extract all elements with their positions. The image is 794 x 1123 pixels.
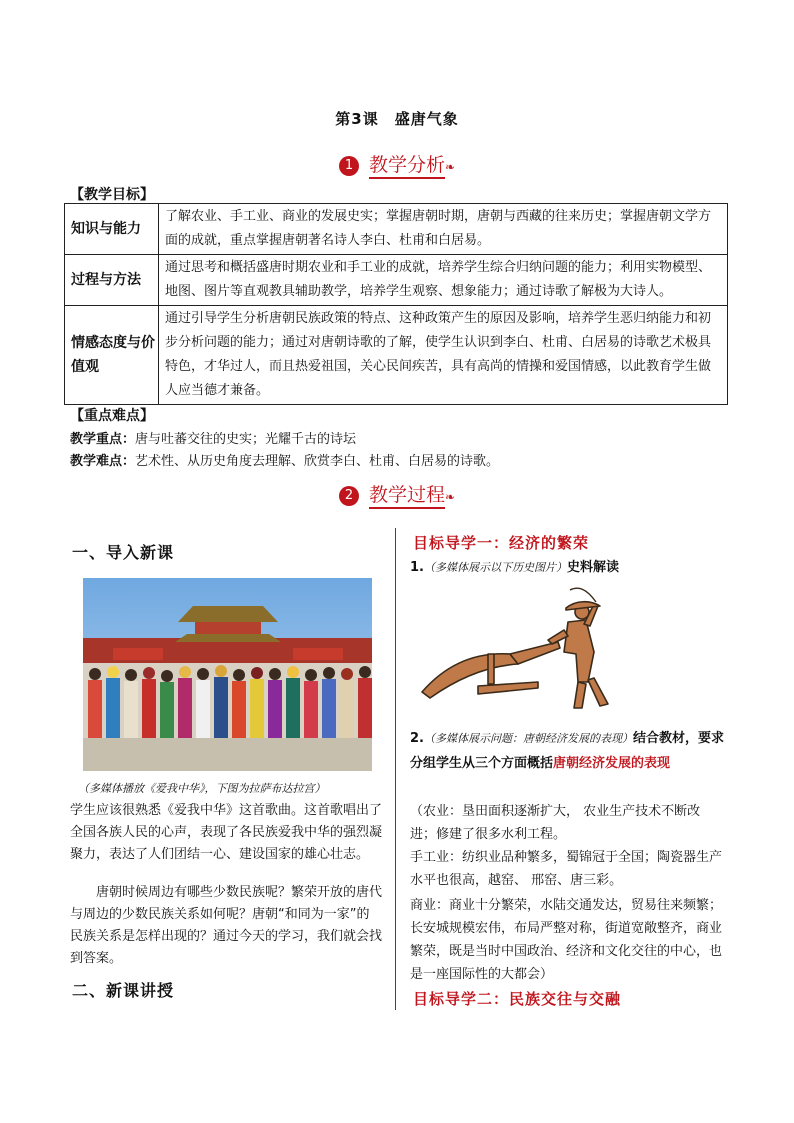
objective-text: 通过思考和概括盛唐时期农业和手工业的成就，培养学生综合归纳问题的能力；利用实物模型、地图、图片等直观教具辅助教学，培养学生观察、想象能力；通过诗歌了解极为大诗人。 bbox=[159, 255, 728, 306]
keypoints-label: 【重点难点】 bbox=[70, 408, 154, 424]
goal-heading-ethnic: 目标导学二：民族交往与交融 bbox=[413, 990, 622, 1008]
intro-heading: 一、导入新课 bbox=[72, 543, 175, 562]
question-text: 结合教材，要求分组学生从三个方面概括 bbox=[410, 731, 724, 771]
section-number-badge: 1 bbox=[339, 156, 359, 176]
table-row bbox=[65, 255, 728, 306]
new-lesson-heading: 二、新课讲授 bbox=[72, 981, 175, 1000]
section-header-analysis bbox=[0, 150, 794, 177]
goal-heading-economy: 目标导学一：经济的繁荣 bbox=[413, 534, 590, 552]
objective-text: 通过引导学生分析唐朝民族政策的特点、这种政策产生的原因及影响，培养学生恶归纳能力和初步分析问题的能力；通过对唐朝诗歌的了解，使学生认识到李白、杜甫、白居易的诗歌艺术极具特色，才华过人，而且热爱祖国，关心民间疾苦，具有高尚的情操和爱国情感，以此教育学生做人应当德才兼备。 bbox=[159, 306, 728, 405]
media-note: （多媒体展示以下历史图片） bbox=[423, 561, 567, 574]
difficulty-label: 教学难点： bbox=[70, 454, 136, 469]
tiananmen-photo bbox=[83, 578, 372, 771]
flourish-icon: ❧ bbox=[444, 160, 456, 174]
question-number: 2. bbox=[410, 731, 424, 746]
photo-caption: （多媒体播放《爱我中华》，下图为拉萨布达拉宫） bbox=[78, 782, 326, 795]
flourish-icon: ❧ bbox=[444, 490, 456, 504]
question-bold-text: 史料解读 bbox=[566, 560, 619, 575]
answer-agriculture: （农业：垦田面积逐渐扩大， 农业生产技术不断改进；修建了很多水利工程。 bbox=[410, 804, 701, 842]
intro-paragraph-2: 唐朝时候周边有哪些少数民族呢？繁荣开放的唐代与周边的少数民族关系如何呢？唐朝“和同为一家”的民族关系是怎样出现的？通过今天的学习，我们就会找到答案。 bbox=[70, 885, 383, 966]
answer-commerce: 商业：商业十分繁荣，水陆交通发达，贸易往来频繁；长安城规模宏伟，布局严整对称，街道宽敞整齐，商业繁荣，既是当时中国政治、经济和文化交往的中心，也是一座国际性的大都会） bbox=[410, 898, 723, 982]
section-title: 教学过程 bbox=[369, 484, 445, 509]
objective-head: 知识与能力 bbox=[65, 204, 159, 255]
intro-paragraph-1: 学生应该很熟悉《爱我中华》这首歌曲。这首歌唱出了全国各族人民的心声，表现了各民族爱我中华的强烈凝聚力，表达了人们团结一心、建设国家的雄心壮志。 bbox=[70, 803, 383, 862]
page-title: 第3课 盛唐气象 bbox=[335, 110, 459, 128]
question-number: 1. bbox=[410, 560, 424, 575]
objectives-table bbox=[64, 203, 728, 405]
question-2 bbox=[410, 726, 726, 776]
focus-line bbox=[70, 428, 356, 447]
answer-handicraft: 手工业：纺织业品种繁多，蜀锦冠于全国；陶瓷器生产水平也很高，越窑、 邢窑、唐三彩。 bbox=[410, 850, 723, 888]
table-row bbox=[65, 306, 728, 405]
objective-head: 过程与方法 bbox=[65, 255, 159, 306]
highlighted-text: 唐朝经济发展的表现 bbox=[553, 756, 671, 771]
ploughing-illustration bbox=[418, 582, 628, 712]
column-divider bbox=[395, 528, 396, 1010]
question-1 bbox=[410, 556, 726, 579]
section-header-process bbox=[0, 480, 794, 507]
table-row bbox=[65, 204, 728, 255]
section-number-badge: 2 bbox=[339, 486, 359, 506]
difficulty-line bbox=[70, 450, 499, 469]
objective-text: 了解农业、手工业、商业的发展史实；掌握唐朝时期，唐朝与西藏的往来历史；掌握唐朝文学方面的成就，重点掌握唐朝著名诗人李白、杜甫和白居易。 bbox=[159, 204, 728, 255]
media-note: （多媒体展示问题：唐朝经济发展的表现） bbox=[423, 732, 633, 745]
focus-label: 教学重点： bbox=[70, 432, 136, 447]
focus-text: 唐与吐蕃交往的史实；光耀千古的诗坛 bbox=[135, 432, 357, 447]
objective-head: 情感态度与价值观 bbox=[65, 306, 159, 405]
section-title: 教学分析 bbox=[369, 154, 445, 179]
objectives-label: 【教学目标】 bbox=[70, 187, 154, 203]
difficulty-text: 艺术性、从历史角度去理解、欣赏李白、杜甫、白居易的诗歌。 bbox=[135, 454, 500, 469]
